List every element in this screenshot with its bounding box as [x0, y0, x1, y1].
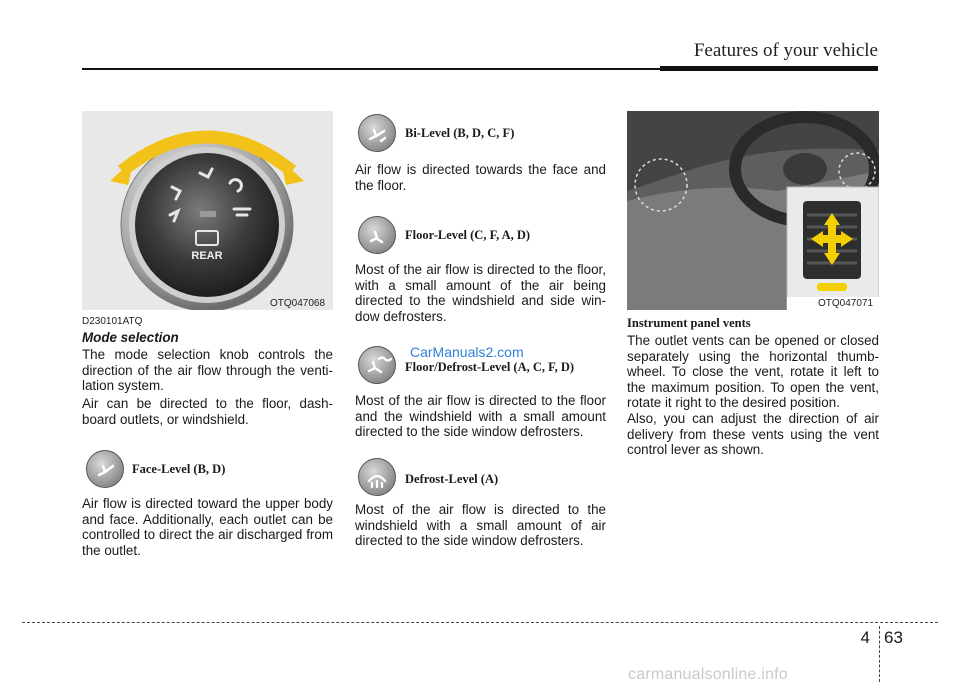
defrost-heading: Defrost-Level (A) — [405, 472, 499, 486]
footer-separator — [879, 626, 880, 682]
defrost-text: Most of the air flow is directed to the windshield with a small amount of air directed to the side window defrosters. — [355, 502, 606, 549]
bi-level-mode-icon — [358, 114, 396, 152]
floor-level-text: Most of the air flow is directed to the floor, with a small amount of the air being directed to the windshield and side win-dow defrosters. — [355, 262, 606, 324]
header-title: Features of your vehicle — [693, 40, 878, 61]
bi-level-text: Air flow is directed towards the face and the floor. — [355, 162, 606, 193]
face-mode-icon — [86, 450, 124, 488]
face-level-text: Air flow is directed toward the upper body and face. Additionally, each outlet can be controlled to direct the air discharged from the outlet. — [82, 496, 333, 558]
header-rule-thick — [660, 66, 878, 71]
chapter-number: 4 — [860, 628, 870, 647]
bi-level-heading: Bi-Level (B, D, C, F) — [405, 126, 515, 140]
mode-selection-paragraph-2: Air can be directed to the floor, dash-board outlets, or windshield. — [82, 396, 333, 427]
floor-defrost-mode-icon — [358, 346, 396, 384]
section-title: Mode selection — [82, 330, 179, 345]
footer-rule — [22, 622, 938, 623]
defrost-mode-icon — [358, 458, 396, 496]
floor-defrost-text: Most of the air flow is directed to the floor and the windshield with a small amount directed to the side window defrosters. — [355, 393, 606, 440]
vents-paragraph-1: The outlet vents can be opened or closed separately using the horizontal thumb-wheel. To close the vent, rotate it left to the maximum position. To open the vent, rotate it right to the desired position. — [627, 333, 879, 411]
floor-mode-icon — [358, 216, 396, 254]
page-number: 63 — [884, 628, 903, 647]
knob-rear-label: REAR — [191, 250, 223, 262]
watermark-carmanuals2: CarManuals2.com — [410, 344, 524, 360]
section-code: D230101ATQ — [82, 316, 143, 327]
face-level-heading: Face-Level (B, D) — [132, 462, 226, 476]
mode-knob-figure — [82, 111, 333, 310]
floor-level-heading: Floor-Level (C, F, A, D) — [405, 228, 531, 242]
vents-figure — [627, 111, 879, 310]
vents-paragraph-2: Also, you can adjust the direction of air delivery from these vents using the vent control lever as shown. — [627, 411, 879, 458]
mode-selection-paragraph-1: The mode selection knob controls the direction of the air flow through the venti-lation system. — [82, 347, 333, 394]
figure-caption-right: OTQ047071 — [818, 298, 874, 309]
figure-caption-left: OTQ047068 — [270, 298, 326, 309]
instrument-panel-vents-heading: Instrument panel vents — [627, 316, 751, 330]
floor-defrost-heading: Floor/Defrost-Level (A, C, F, D) — [405, 360, 575, 374]
mode-knob-illustration — [82, 111, 333, 310]
instrument-panel-illustration — [627, 111, 879, 310]
watermark-carmanualsonline: carmanualsonline.info — [628, 666, 788, 683]
